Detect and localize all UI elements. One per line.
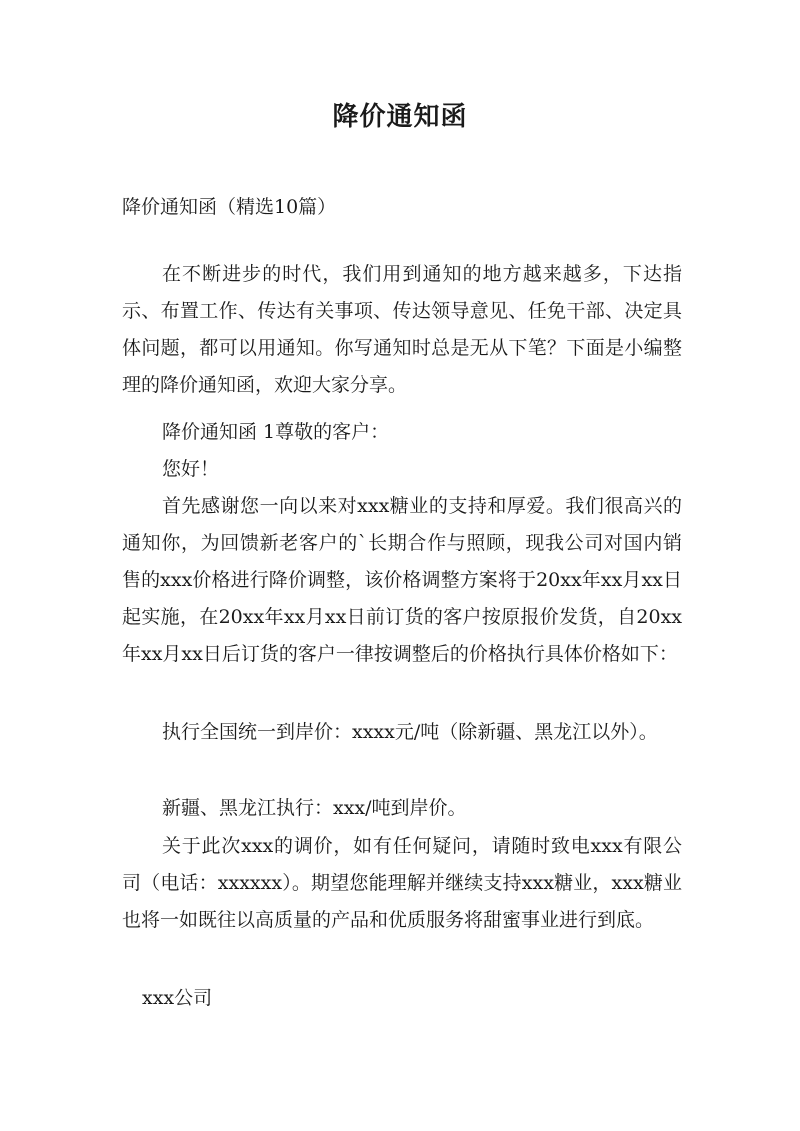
- greeting: 您好！: [162, 458, 220, 480]
- body-paragraph-1: 首先感谢您一向以来对xxx糖业的支持和厚爱。我们很高兴的通知你，为回馈新老客户的`长期合作与照顾，现我公司对国内销售的xxx价格进行降价调整，该价格调整方案将于20xx年xx月xx日起实施，在20xx年xx月xx日前订货的客户按原报价发货，自20xx年xx月xx日后订货的客户一律按调整后的价格执行具体价格如下：: [122, 495, 682, 665]
- intro-paragraph: 在不断进步的时代，我们用到通知的地方越来越多，下达指示、布置工作、传达有关事项、传达领导意见、任免干部、决定具体问题，都可以用通知。你写通知时总是无从下笔？下面是小编整理的降价通知函，欢迎大家分享。: [122, 263, 682, 396]
- letter-heading: 降价通知函 1尊敬的客户：: [162, 421, 390, 443]
- document-title: 降价通知函: [332, 102, 468, 132]
- body-paragraph-4: 关于此次xxx的调价，如有任何疑问，请随时致电xxx有限公司（电话：xxxxxx）。期望您能理解并继续支持xxx糖业，xxx糖业也将一如既往以高质量的产品和优质服务将甜蜜事业进行到底。: [122, 835, 682, 931]
- body-paragraph-2: 执行全国统一到岸价：xxxx元/吨（除新疆、黑龙江以外）。: [162, 721, 658, 743]
- signature: xxx公司: [142, 987, 213, 1009]
- body-paragraph-3: 新疆、黑龙江执行：xxx/吨到岸价。: [162, 797, 467, 819]
- document-subtitle: 降价通知函（精选10篇）: [122, 196, 337, 218]
